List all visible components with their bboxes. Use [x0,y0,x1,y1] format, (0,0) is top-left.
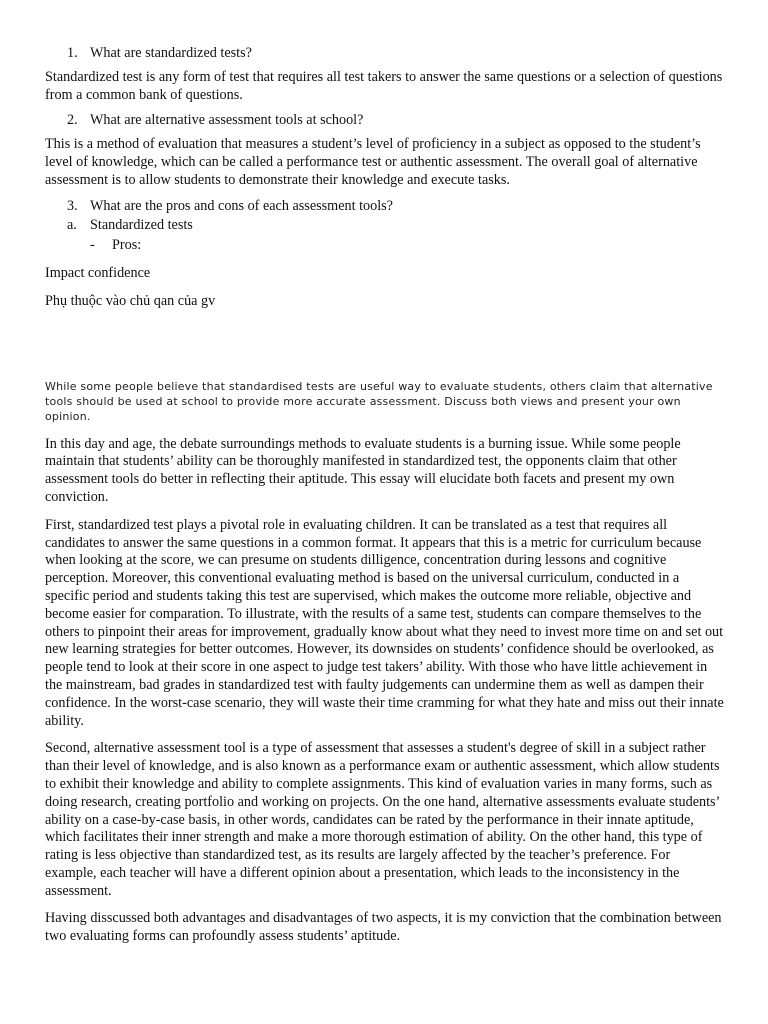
answer-1: Standardized test is any form of test that requires all test takers to answer the same questions or a selection of questions from a common bank of questions. [45,68,723,103]
question-text: Standardized tests [90,217,193,234]
essay-prompt: While some people believe that standardised tests are useful way to evaluate students, others claim that alternative tools should be used at school to provide more accurate assessment. Discuss both views and present your own opinion. [45,379,713,423]
essay-paragraph-alternative: Second, alternative assessment tool is a type of assessment that assesses a student's degree of skill in a subject rather than their level of knowledge, and is also known as a performance exam or authentic assessment, which allow students to exhibit their knowledge and ability to complete assignments. This kind of evaluation varies in many forms, such as doing research, creating portfolio and working on projects. On the one hand, alternative assessments evaluate students’ ability on a case-by-case basis, in other words, candidates can be rated by the performance in their innate aptitude, which facilitates their inner strength and make a more thorough estimation of ability. On the other hand, this type of rating is less objective than standardized test, as its results are largely affected by the teacher’s preference. For example, each teacher will have a different opinion about a presentation, which leads to the inconsistency in the assessment. [45,740,720,899]
question-3a [45,217,725,235]
pros-label: Pros: [112,237,142,254]
question-1 [45,45,725,63]
essay-introduction: In this day and age, the debate surroundings methods to evaluate students is a burning issue. While some people maintain that students’ ability can be thoroughly manifested in standardized test, the opponents claim that other assessment tools do better in reflecting their aptitude. This essay will elucidate both facets and present my own conviction. [45,435,681,505]
essay-conclusion: Having disscussed both advantages and disadvantages of two aspects, it is my conviction that the combination between two evaluating forms can profoundly assess students’ aptitude. [45,910,722,945]
note-vietnamese: Phụ thuộc vào chủ qan của gv [45,292,216,309]
answer-2: This is a method of evaluation that measures a student’s level of proficiency in a subject as opposed to the student’s level of knowledge, which can be called a performance test or authentic assessment. The overall goal of alternative assessment is to allow students to demonstrate their knowledge and execute tasks. [45,136,701,188]
question-2 [45,112,725,130]
document-page [45,45,725,956]
list-number: 2. [67,112,78,129]
essay-body [45,436,725,947]
list-number: 1. [67,45,78,61]
question-text: What are the pros and cons of each assessment tools? [90,197,393,214]
question-3 [45,198,725,216]
note-impact-confidence: Impact confidence [45,264,151,281]
list-dash: - [90,237,95,254]
list-letter: a. [67,217,77,234]
list-number: 3. [67,197,78,214]
blank-space [45,321,725,379]
essay-paragraph-standardized: First, standardized test plays a pivotal role in evaluating children. It can be translated as a test that requires all candidates to answer the same questions in a common format. It appears that this is a metric for curriculum because when looking at the score, we can presume on students dilligence, concentration during lessons and cognitive perception. Moreover, this conventional evaluating method is based on the universal curriculum, conducted in a specific period and students taking this test are supervised, which makes the outcome more reliable, objective and become easier for comparation. To illustrate, with the results of a same test, students can compare themselves to the others to pinpoint their areas for improvement, gradually know about what they need to invest more time on and set out new learning strategies for better outcomes. However, its downsides on students’ confidence should be overlooked, as people tend to look at their score in one aspect to judge test takers’ ability. With those who have little achievement in the mainstream, bad grades in standardized test with faulty judgements can undermine them as well as dampen their confidence. In the worst-case scenario, they will waste their time cramming for what they hate and miss out their innate ability. [45,516,724,729]
question-text: What are alternative assessment tools at school? [90,112,364,129]
pros-item [45,237,725,255]
question-text: What are standardized tests? [90,45,252,61]
